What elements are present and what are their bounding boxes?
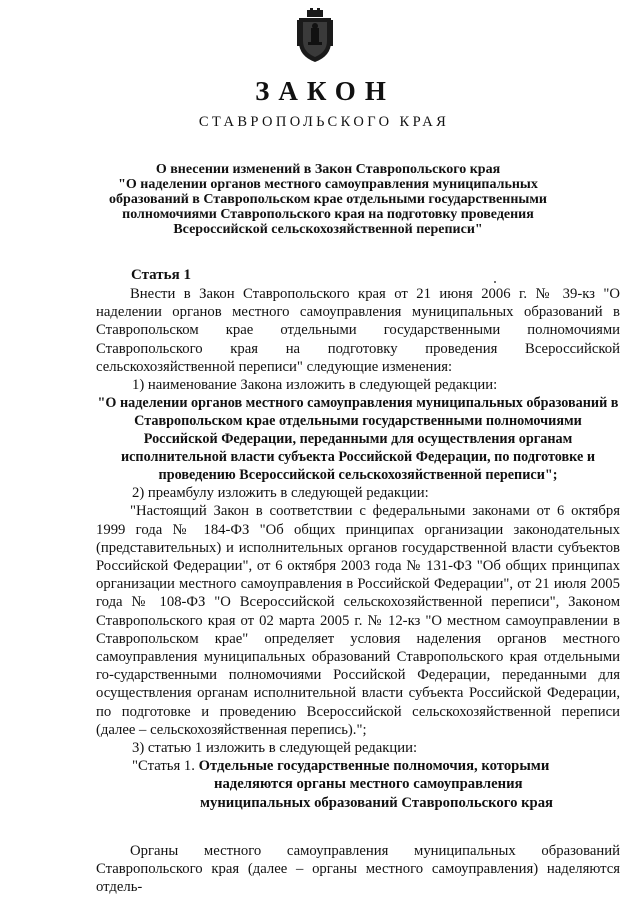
document-heading <box>96 162 560 237</box>
final-paragraph: Органы местного самоуправления муниципальных образований Ставропольского края (далее – органы местного самоуправления) наделяются отдель- <box>96 842 620 896</box>
heading-line: О внесении изменений в Закон Ставропольского края <box>155 162 501 177</box>
item-3-title-1: Отдельные государственные полномочия, которыми <box>198 758 550 775</box>
law-title: ЗАКОН <box>255 76 395 106</box>
law-subtitle: СТАВРОПОЛЬСКОГО КРАЯ <box>198 114 450 130</box>
article-body <box>96 285 620 896</box>
item-3-label: 3) статью 1 изложить в следующей редакции: <box>132 740 418 757</box>
spacer <box>96 812 620 842</box>
item-2-label: 2) преамбулу изложить в следующей редакции: <box>132 485 429 502</box>
item-1-label: 1) наименование Закона изложить в следующей редакции: <box>132 377 498 394</box>
scan-speck <box>494 281 496 283</box>
item-2-text: "Настоящий Закон в соответствии с федеральными законами от 6 октября 1999 года № 184-ФЗ "Об общих принципах организации законодательных (представительных) и исполнительных органов государственной власти субъектов Российской Федерации", от 6 октября 2003 года № 131-ФЗ "Об общих принципах организации местного самоуправления в Российской Федерации", от 21 июля 2005 года № 108-ФЗ "О Всероссийской сельскохозяйственной переписи", Законом Ставропольского края от 02 марта 2005 г. № 12-кз "О местном самоуправлении в Ставропольском крае" определяет условия наделения органов местного самоуправления муниципальных образований Ставропольского края отдельными го-сударственными полномочиями Российской Федерации, переданными для осуществления органам исполнительной власти субъекта Российской Федерации, по подготовке и проведению Всероссийской сельскохозяйственной переписи (далее – сельскохозяйственная перепись)."; <box>96 503 620 738</box>
item-3-lead: "Статья 1. <box>132 758 195 775</box>
article-title: Статья 1 <box>131 267 191 283</box>
heading-line: Всероссийской сельскохозяйственной переписи" <box>173 222 483 237</box>
heading-line: полномочиями Ставропольского края на подготовку проведения <box>122 207 534 222</box>
article-intro: Внести в Закон Ставропольского края от 21 июня 2006 г. № 39-кз "О наделении органов местного самоуправления муниципальных образований в Ставропольском крае отдельными государственными полномочиями Ставропольского края на подготовку проведения Всероссийской сельскохозяйственной переписи" следующие изменения: <box>96 286 620 375</box>
coat-of-arms-icon <box>293 8 337 64</box>
item-3-title-3: муниципальных образований Ставропольского края <box>200 794 554 811</box>
item-1-text: "О наделении органов местного самоуправления муниципальных образований в Ставропольском крае отдельными государственными полномочиями Российской Федерации, переданными для осуществления органам исполнительной власти субъекта Российской Федерации, по подготовке и проведению Всероссийской сельскохозяйственной переписи"; <box>97 395 619 484</box>
heading-line: образований в Ставропольском крае отдельными государственными <box>109 192 547 207</box>
item-3-heading <box>132 757 620 775</box>
item-3-title-2: наделяются органы местного самоуправления <box>214 776 523 793</box>
heading-line: "О наделении органов местного самоуправления муниципальных <box>118 177 538 192</box>
